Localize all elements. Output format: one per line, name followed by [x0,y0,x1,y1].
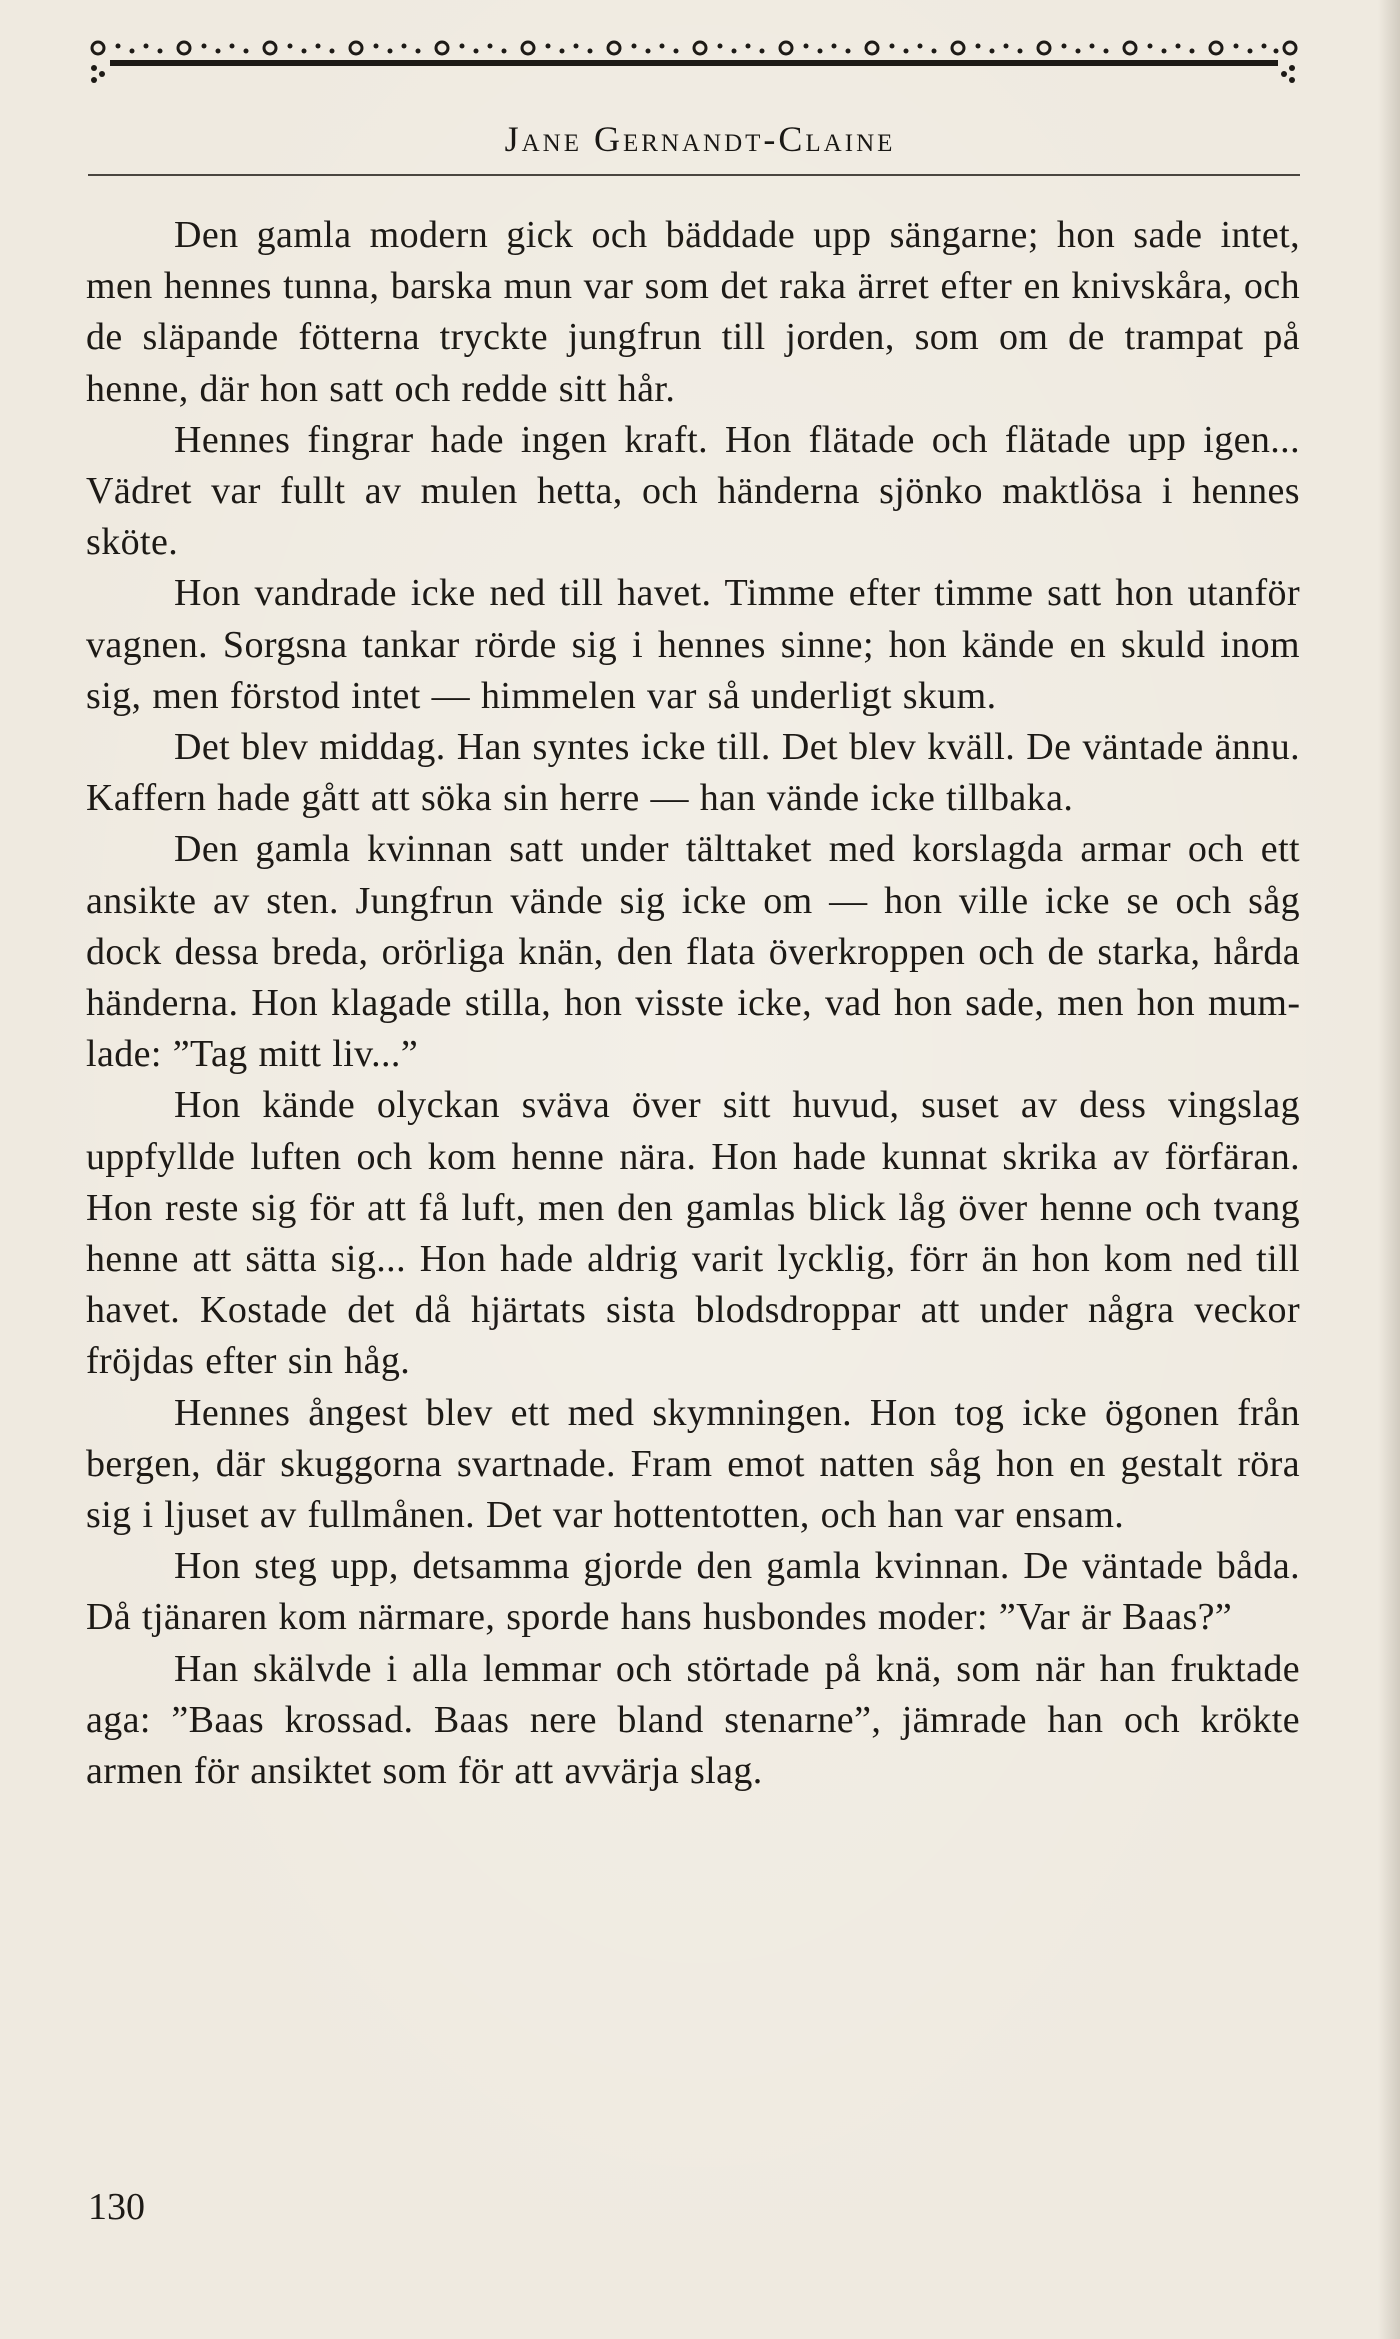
paragraph: Han skälvde i alla lemmar och störtade på knä, som när han fruktade aga: ”Baas krossad. Baas nere bland stenarne”, jämrade han och krökte armen för ansiktet som för att avvärja slag. [86,1647,1300,1793]
running-head: Jane Gernandt-Claine [504,119,896,159]
paragraph: Den gamla kvinnan satt under tälttaket med korslagda armar och ett ansikte av sten. Jungfrun vände sig icke om — hon ville icke se och såg dock dessa breda, orörliga knän, den flata överkroppen och de starka, hårda händerna. Hon klagade stilla, hon visste icke, vad hon sade, men hon mumlade: ”Tag mitt liv...” [86,828,1300,1076]
header-rule [88,174,1300,176]
paragraph: Hennes ångest blev ett med skymningen. Hon tog icke ögonen från bergen, där skuggorna svartnade. Fram emot natten såg hon en gestalt röra sig i ljuset av fullmånen. Det var hottentotten, och han var ensam. [86,1391,1300,1537]
page-edge-shadow [1378,0,1400,2339]
paragraph: Hon vandrade icke ned till havet. Timme efter timme satt hon utanför vagnen. Sorgsna tankar rörde sig i hennes sinne; hon kände en skuld inom sig, men förstod intet — himmelen var så underligt skum. [86,572,1300,717]
paragraph: Hon kände olyckan sväva över sitt huvud, suset av dess vingslag uppfyllde luften och kom henne nära. Hon hade kunnat skrika av förfäran. Hon reste sig för att få luft, men den gamlas blick låg över henne och tvang henne att sätta sig... Hon hade aldrig varit lycklig, förr än hon kom ned till havet. Kostade det då hjärtats sista blodsdroppar att under några veckor fröjdas efter sin håg. [86,1084,1300,1383]
body-text [86,210,1300,1797]
paragraph: Hon steg upp, detsamma gjorde den gamla kvinnan. De väntade båda. Då tjänaren kom närmare, sporde hans husbondes moder: ”Var är Baas?” [86,1545,1300,1639]
decorative-border-ornament [88,34,1300,94]
page-number: 130 [88,2186,145,2228]
paragraph: Den gamla modern gick och bäddade upp sängarne; hon sade intet, men hennes tunna, barska mun var som det raka ärret efter en knivskåra, och de släpande fötterna tryckte jungfrun till jorden, som om de trampat på henne, där hon satt och redde sitt hår. [86,214,1300,410]
paragraph: Hennes fingrar hade ingen kraft. Hon flätade och flätade upp igen... Vädret var fullt av mulen hetta, och händerna sjönko maktlösa i hennes sköte. [86,418,1300,564]
paragraph: Det blev middag. Han syntes icke till. Det blev kväll. De väntade ännu. Kaffern hade gått att söka sin herre — han vände icke tillbaka. [86,726,1300,820]
